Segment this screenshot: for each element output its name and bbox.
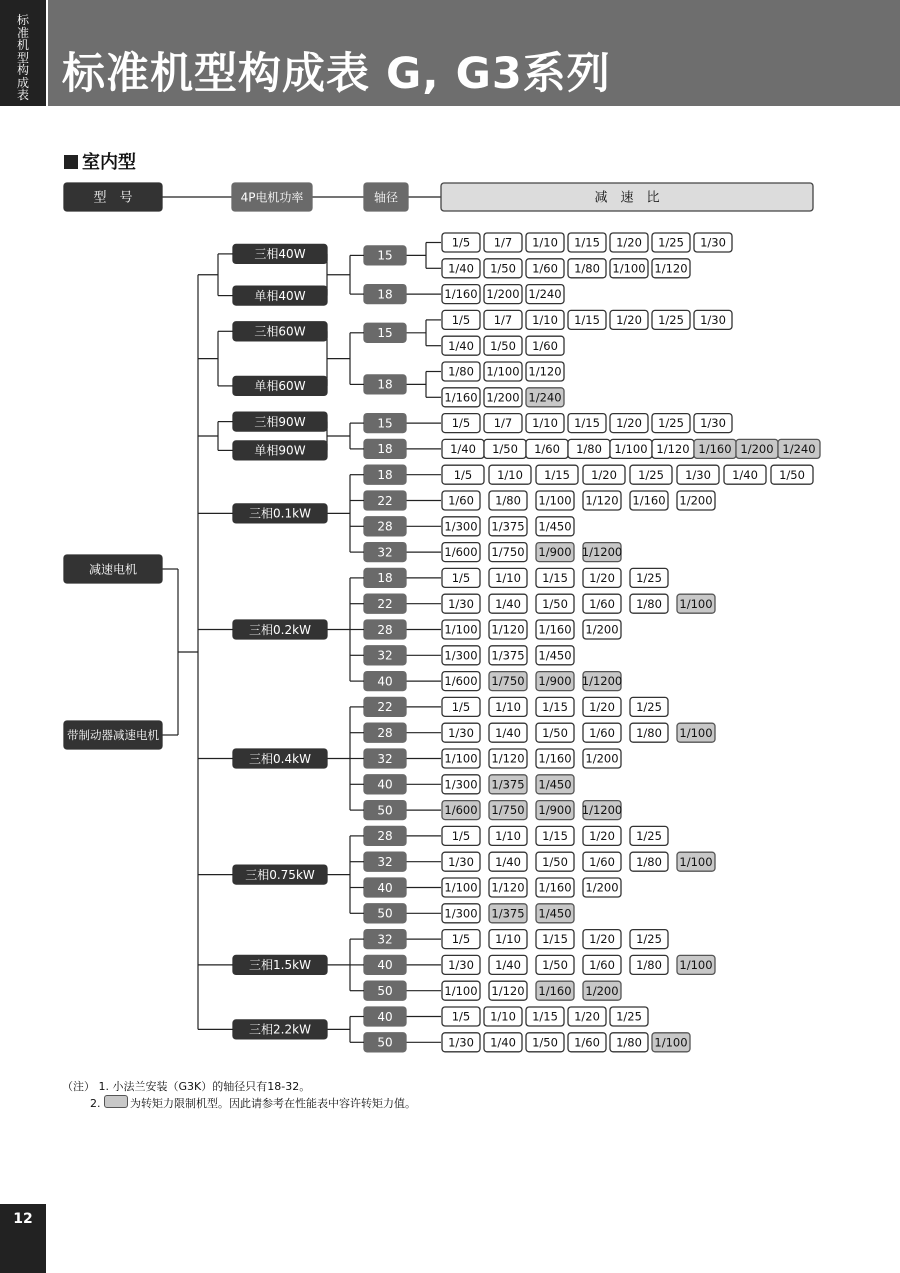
ratio-chip-limited-label: 1/375 (491, 906, 525, 921)
ratio-chip-label: 1/450 (538, 648, 572, 663)
ratio-chip-label: 1/30 (685, 467, 711, 482)
ratio-chip-limited-label: 1/750 (491, 803, 525, 818)
ratio-chip-label: 1/50 (542, 958, 568, 973)
shaft-box-label: 18 (377, 377, 393, 392)
ratio-chip-label: 1/15 (542, 700, 568, 715)
ratio-chip-label: 1/7 (493, 313, 513, 328)
ratio-chip-label: 1/100 (614, 442, 648, 457)
ratio-chip-label: 1/10 (532, 416, 558, 431)
ratio-chip-label: 1/120 (491, 983, 525, 998)
shaft-box-label: 40 (377, 674, 393, 689)
ratio-chip-limited-label: 1/200 (585, 983, 619, 998)
ratio-chip-label: 1/30 (700, 313, 726, 328)
shaft-box-label: 40 (377, 1009, 393, 1024)
ratio-chip-limited-label: 1/1200 (581, 545, 623, 560)
shaft-box-label: 15 (377, 326, 393, 341)
ratio-chip-limited-label: 1/900 (538, 545, 572, 560)
ratio-chip-label: 1/200 (486, 390, 520, 405)
ratio-chip-label: 1/15 (544, 467, 570, 482)
side-tab-char: 构 (16, 63, 29, 77)
ratio-chip-label: 1/30 (448, 725, 474, 740)
note-2-text: 为转矩力限制机型。因此请参考在性能表中容许转矩力值。 (130, 1097, 416, 1110)
ratio-chip-label: 1/5 (451, 1009, 471, 1024)
ratio-chip-label: 1/600 (444, 674, 478, 689)
ratio-chip-label: 1/300 (444, 777, 478, 792)
ratio-chip-label: 1/30 (700, 416, 726, 431)
ratio-chip-label: 1/40 (450, 442, 476, 457)
ratio-chip-limited-label: 1/100 (679, 596, 713, 611)
ratio-chip-label: 1/40 (495, 958, 521, 973)
ratio-chip-label: 1/50 (779, 467, 805, 482)
ratio-chip-label: 1/30 (700, 235, 726, 250)
shaft-box-label: 18 (377, 442, 393, 457)
shaft-box-label: 50 (377, 803, 393, 818)
ratio-chip-label: 1/120 (585, 493, 619, 508)
ratio-chip-label: 1/25 (636, 571, 662, 586)
power-box-label: 三相40W (254, 247, 306, 262)
ratio-chip-label: 1/20 (589, 932, 615, 947)
shaft-box-label: 40 (377, 880, 393, 895)
shaft-box-label: 18 (377, 468, 393, 483)
ratio-chip-label: 1/160 (538, 751, 572, 766)
ratio-chip-limited-label: 1/100 (654, 1035, 688, 1050)
ratio-chip-label: 1/30 (448, 1035, 474, 1050)
power-box-label: 单相60W (254, 379, 306, 394)
power-box-label: 三相0.2kW (249, 622, 311, 637)
ratio-chip-label: 1/80 (636, 854, 662, 869)
ratio-chip-label: 1/300 (444, 648, 478, 663)
side-tab-char: 机 (16, 38, 29, 52)
shaft-box-label: 40 (377, 777, 393, 792)
ratio-chip-label: 1/40 (490, 1035, 516, 1050)
ratio-chip-label: 1/10 (497, 467, 523, 482)
ratio-chip-label: 1/160 (538, 880, 572, 895)
ratio-chip-limited-label: 1/160 (538, 983, 572, 998)
ratio-chip-label: 1/10 (495, 700, 521, 715)
power-box-label: 三相0.1kW (249, 506, 311, 521)
ratio-chip-label: 1/5 (451, 700, 471, 715)
ratio-chip-label: 1/25 (636, 829, 662, 844)
power-box-label: 三相90W (254, 414, 306, 429)
ratio-chip-label: 1/100 (486, 364, 520, 379)
ratio-chip-label: 1/80 (636, 958, 662, 973)
ratio-chip-label: 1/200 (486, 287, 520, 302)
section-title: 室内型 (82, 152, 136, 173)
ratio-chip-label: 1/20 (591, 467, 617, 482)
ratio-chip-limited-label: 1/200 (740, 442, 774, 457)
ratio-chip-label: 1/20 (616, 416, 642, 431)
ratio-chip-limited-label: 1/450 (538, 777, 572, 792)
shaft-box-label: 22 (377, 597, 393, 612)
ratio-chip-label: 1/40 (448, 338, 474, 353)
ratio-chip-label: 1/240 (528, 287, 562, 302)
ratio-chip-label: 1/60 (589, 958, 615, 973)
ratio-chip-limited-label: 1/240 (782, 442, 816, 457)
ratio-chip-limited-label: 1/100 (679, 725, 713, 740)
ratio-chip-label: 1/300 (444, 906, 478, 921)
ratio-chip-label: 1/120 (654, 261, 688, 276)
header-model-label: 型 号 (93, 190, 133, 206)
shaft-box-label: 15 (377, 248, 393, 263)
ratio-chip-label: 1/60 (589, 854, 615, 869)
ratio-chip-label: 1/200 (585, 751, 619, 766)
ratio-chip-label: 1/375 (491, 519, 525, 534)
ratio-chip-label: 1/40 (732, 467, 758, 482)
ratio-chip-label: 1/60 (589, 596, 615, 611)
ratio-chip-limited-label: 1/900 (538, 674, 572, 689)
ratio-chip-limited-label: 1/900 (538, 803, 572, 818)
ratio-chip-label: 1/60 (448, 493, 474, 508)
ratio-chip-label: 1/50 (542, 725, 568, 740)
ratio-chip-label: 1/160 (444, 287, 478, 302)
shaft-box-label: 40 (377, 958, 393, 973)
ratio-chip-label: 1/60 (532, 338, 558, 353)
limited-legend-swatch (104, 1095, 128, 1108)
ratio-chip-label: 1/100 (444, 983, 478, 998)
ratio-chip-label: 1/80 (448, 364, 474, 379)
page-title: 标准机型构成表 G, G3系列 (62, 49, 611, 99)
ratio-chip-label: 1/80 (636, 725, 662, 740)
ratio-chip-label: 1/750 (491, 545, 525, 560)
ratio-chip-label: 1/50 (542, 854, 568, 869)
ratio-chip-label: 1/5 (451, 416, 471, 431)
shaft-box-label: 28 (377, 726, 393, 741)
ratio-chip-limited-label: 1/100 (679, 958, 713, 973)
ratio-chip-label: 1/20 (574, 1009, 600, 1024)
header-shaft-label: 轴径 (373, 190, 399, 205)
ratio-chip-label: 1/5 (451, 829, 471, 844)
ratio-chip-label: 1/15 (542, 571, 568, 586)
ratio-chip-label: 1/200 (679, 493, 713, 508)
ratio-chip-limited-label: 1/1200 (581, 803, 623, 818)
ratio-chip-label: 1/15 (574, 416, 600, 431)
ratio-chip-label: 1/120 (656, 442, 690, 457)
ratio-chip-label: 1/7 (493, 235, 513, 250)
ratio-chip-label: 1/40 (495, 854, 521, 869)
note-2 (62, 1095, 416, 1112)
ratio-chip-label: 1/100 (612, 261, 646, 276)
ratio-chip-label: 1/30 (448, 958, 474, 973)
ratio-chip-limited-label: 1/100 (679, 854, 713, 869)
side-tab-char: 标 (16, 13, 29, 27)
ratio-chip-label: 1/15 (542, 932, 568, 947)
shaft-box-label: 28 (377, 829, 393, 844)
ratio-chip-limited-label: 1/240 (528, 390, 562, 405)
page-number: 12 (0, 1204, 46, 1273)
ratio-chip-label: 1/100 (444, 751, 478, 766)
ratio-chip-label: 1/60 (532, 261, 558, 276)
ratio-chip-label: 1/50 (532, 1035, 558, 1050)
shaft-box-label: 18 (377, 571, 393, 586)
ratio-chip-label: 1/50 (492, 442, 518, 457)
ratio-chip-label: 1/120 (528, 364, 562, 379)
ratio-chip-label: 1/40 (495, 725, 521, 740)
ratio-chip-label: 1/80 (636, 596, 662, 611)
ratio-chip-label: 1/300 (444, 519, 478, 534)
shaft-box-label: 18 (377, 287, 393, 302)
ratio-chip-label: 1/375 (491, 648, 525, 663)
ratio-chip-label: 1/20 (616, 313, 642, 328)
shaft-box-label: 32 (377, 932, 393, 947)
shaft-box-label: 50 (377, 984, 393, 999)
ratio-chip-label: 1/100 (444, 880, 478, 895)
ratio-chip-label: 1/120 (491, 880, 525, 895)
ratio-chip-label: 1/7 (493, 416, 513, 431)
shaft-box-label: 28 (377, 519, 393, 534)
motor-type-box-label: 带制动器减速电机 (67, 728, 159, 743)
shaft-box-label: 15 (377, 416, 393, 431)
ratio-chip-label: 1/40 (448, 261, 474, 276)
ratio-chip-label: 1/5 (451, 235, 471, 250)
ratio-chip-label: 1/10 (495, 932, 521, 947)
ratio-chip-label: 1/20 (589, 571, 615, 586)
ratio-chip-label: 1/100 (444, 622, 478, 637)
header-ratio-label: 减 速 比 (594, 190, 660, 206)
ratio-chip-label: 1/5 (451, 571, 471, 586)
ratio-chip-label: 1/25 (658, 235, 684, 250)
shaft-box-label: 22 (377, 493, 393, 508)
ratio-chip-label: 1/15 (574, 235, 600, 250)
ratio-chip-limited-label: 1/450 (538, 906, 572, 921)
ratio-chip-label: 1/160 (632, 493, 666, 508)
ratio-chip-limited-label: 1/375 (491, 777, 525, 792)
ratio-chip-label: 1/10 (490, 1009, 516, 1024)
ratio-chip-label: 1/450 (538, 519, 572, 534)
note-1 (62, 1079, 416, 1095)
shaft-box-label: 28 (377, 622, 393, 637)
power-box-label: 单相90W (254, 443, 306, 458)
ratio-chip-label: 1/5 (451, 932, 471, 947)
notes-label: （注） (62, 1080, 95, 1093)
side-tab-char: 成 (16, 75, 29, 90)
shaft-box-label: 50 (377, 1035, 393, 1050)
shaft-box-label: 32 (377, 855, 393, 870)
note-2-prefix: 2. (90, 1097, 101, 1110)
ratio-chip-label: 1/200 (585, 880, 619, 895)
ratio-chip-label: 1/5 (451, 313, 471, 328)
ratio-chip-label: 1/15 (542, 829, 568, 844)
ratio-chip-limited-label: 1/160 (698, 442, 732, 457)
shaft-box-label: 50 (377, 906, 393, 921)
ratio-chip-label: 1/50 (490, 261, 516, 276)
ratio-chip-label: 1/80 (574, 261, 600, 276)
note-1-text: 1. 小法兰安装（G3K）的轴径只有18-32。 (98, 1080, 311, 1093)
ratio-chip-label: 1/40 (495, 596, 521, 611)
side-tab-char: 表 (16, 88, 29, 102)
ratio-chip-label: 1/200 (585, 622, 619, 637)
ratio-chip-label: 1/60 (534, 442, 560, 457)
ratio-chip-label: 1/30 (448, 596, 474, 611)
ratio-chip-label: 1/10 (532, 235, 558, 250)
ratio-chip-label: 1/160 (444, 390, 478, 405)
ratio-chip-label: 1/20 (616, 235, 642, 250)
power-box-label: 三相0.4kW (249, 751, 311, 766)
ratio-chip-label: 1/10 (495, 571, 521, 586)
ratio-chip-label: 1/25 (638, 467, 664, 482)
shaft-box-label: 32 (377, 751, 393, 766)
ratio-chip-label: 1/100 (538, 493, 572, 508)
ratio-chip-label: 1/25 (636, 932, 662, 947)
ratio-chip-label: 1/10 (495, 829, 521, 844)
power-box-label: 单相40W (254, 288, 306, 303)
ratio-chip-label: 1/80 (576, 442, 602, 457)
ratio-chip-label: 1/15 (532, 1009, 558, 1024)
header-power-label: 4P电机功率 (240, 190, 304, 205)
ratio-chip-label: 1/120 (491, 622, 525, 637)
ratio-chip-label: 1/50 (542, 596, 568, 611)
ratio-chip-label: 1/120 (491, 751, 525, 766)
notes (62, 1079, 416, 1112)
ratio-chip-label: 1/80 (616, 1035, 642, 1050)
ratio-chip-label: 1/600 (444, 545, 478, 560)
ratio-chip-limited-label: 1/600 (444, 803, 478, 818)
ratio-chip-label: 1/80 (495, 493, 521, 508)
ratio-chip-label: 1/25 (658, 313, 684, 328)
side-tab-char: 准 (16, 25, 29, 40)
shaft-box-label: 22 (377, 700, 393, 715)
ratio-chip-label: 1/15 (574, 313, 600, 328)
motor-type-box-label: 减速电机 (88, 562, 138, 577)
power-box-label: 三相0.75kW (245, 867, 315, 882)
ratio-chip-label: 1/20 (589, 700, 615, 715)
ratio-chip-label: 1/5 (453, 467, 473, 482)
ratio-chip-label: 1/60 (589, 725, 615, 740)
ratio-chip-limited-label: 1/1200 (581, 674, 623, 689)
power-box-label: 三相1.5kW (249, 958, 311, 973)
ratio-chip-label: 1/60 (574, 1035, 600, 1050)
ratio-chip-limited-label: 1/750 (491, 674, 525, 689)
shaft-box-label: 32 (377, 648, 393, 663)
ratio-chip-label: 1/25 (636, 700, 662, 715)
ratio-chip-label: 1/160 (538, 622, 572, 637)
side-tab-char: 型 (16, 50, 29, 65)
ratio-chip-label: 1/30 (448, 854, 474, 869)
ratio-chip-label: 1/25 (616, 1009, 642, 1024)
power-box-label: 三相2.2kW (249, 1022, 311, 1037)
ratio-chip-label: 1/25 (658, 416, 684, 431)
power-box-label: 三相60W (254, 324, 306, 339)
shaft-box-label: 32 (377, 545, 393, 560)
ratio-chip-label: 1/10 (532, 313, 558, 328)
ratio-chip-label: 1/50 (490, 338, 516, 353)
ratio-chip-label: 1/20 (589, 829, 615, 844)
